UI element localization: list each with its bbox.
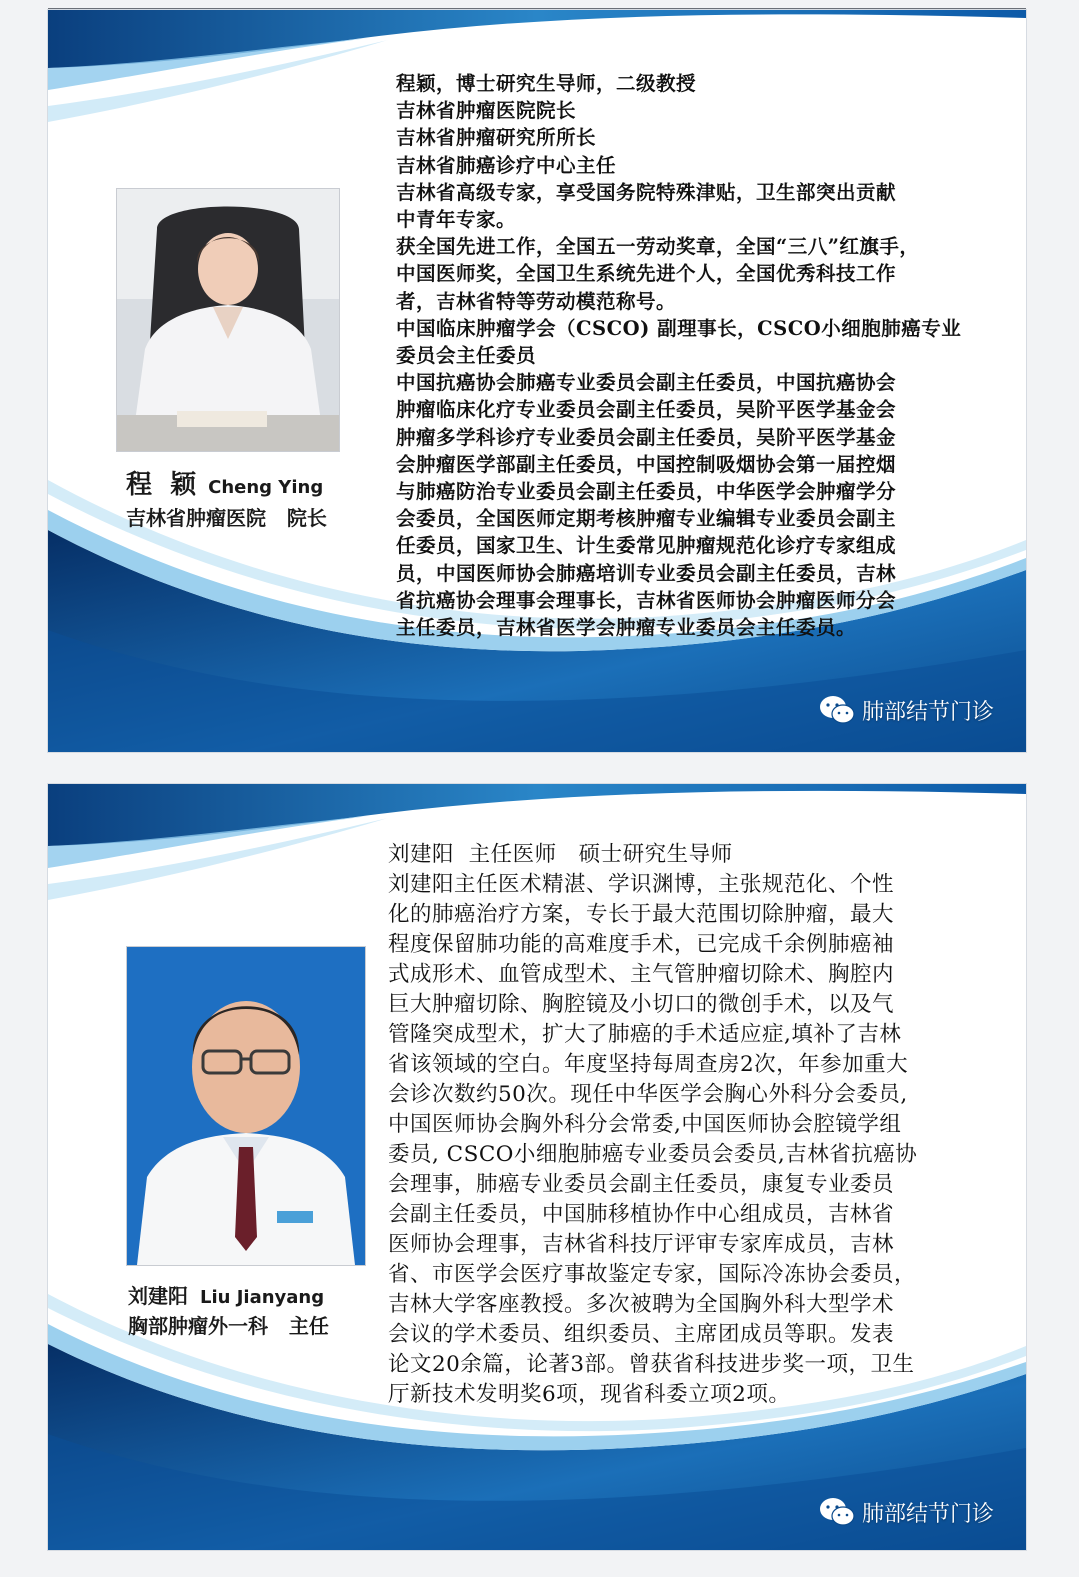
bio-line: 会诊次数约50次。现任中华医学会胸心外科分会委员,: [388, 1082, 908, 1107]
bio-line: 会委员，全国医师定期考核肿瘤专业编辑专业委员会副主: [396, 507, 897, 531]
profile-caption: [128, 1282, 329, 1340]
bio-line: 刘建阳 主任医师 硕士研究生导师: [388, 842, 733, 867]
bio-line: 管隆突成型术，扩大了肺癌的手术适应症,填补了吉林: [388, 1022, 902, 1047]
bio-line: 任委员，国家卫生、计生委常见肿瘤规范化诊疗专家组成: [396, 534, 897, 558]
bio-line: 中国临床肿瘤学会（CSCO) 副理事长，CSCO小细胞肺癌专业: [396, 316, 962, 340]
bio-line: 吉林省肿瘤研究所所长: [396, 126, 597, 150]
bio-line: 肿瘤临床化疗专业委员会副主任委员，吴阶平医学基金会: [396, 398, 897, 422]
watermark-text: 肺部结节门诊: [861, 1501, 994, 1527]
bio-line: 医师协会理事，吉林省科技厅评审专家库成员，吉林: [388, 1232, 895, 1257]
bio-text: [388, 840, 1008, 1410]
portrait-photo: [116, 188, 340, 452]
title-text: 胸部肿瘤外一科 主任: [128, 1314, 329, 1338]
profile-slide-cheng-ying: [48, 10, 1026, 752]
name-chinese: 程 颖: [126, 470, 197, 500]
bio-line: 吉林大学客座教授。多次被聘为全国胸外科大型学术: [388, 1292, 895, 1317]
bio-line: 会副主任委员，中国肺移植协作中心组成员，吉林省: [388, 1202, 895, 1227]
wechat-icon: [818, 1496, 856, 1528]
bio-line: 吉林省肿瘤医院院长: [396, 99, 577, 123]
bio-line: 巨大肿瘤切除、胸腔镜及小切口的微创手术，以及气: [388, 992, 895, 1017]
bio-line: 程颖，博士研究生导师，二级教授: [396, 72, 697, 95]
bio-line: 吉林省肺癌诊疗中心主任: [396, 153, 617, 177]
portrait-photo: [126, 946, 366, 1266]
bio-line: 委员会主任委员: [396, 344, 537, 368]
bio-line: 主任委员，吉林省医学会肿瘤专业委员会主任委员。: [396, 616, 857, 640]
bio-line: 会议的学术委员、组织委员、主席团成员等职。发表: [388, 1322, 895, 1347]
bio-line: 省该领域的空白。年度坚持每周查房2次，年参加重大: [388, 1052, 909, 1077]
bio-line: 与肺癌防治专业委员会副主任委员，中华医学会肿瘤学分: [396, 480, 897, 504]
bio-line: 刘建阳主任医术精湛、学识渊博，主张规范化、个性: [388, 872, 895, 897]
bio-line: 获全国先进工作，全国五一劳动奖章，全国“三八”红旗手，: [396, 235, 920, 259]
bio-line: 员，中国医师协会肺癌培训专业委员会副主任委员，吉林: [396, 561, 897, 585]
bio-line: 吉林省高级专家，享受国务院特殊津贴，卫生部突出贡献: [396, 180, 897, 204]
name-chinese: 刘建阳: [128, 1284, 188, 1308]
bio-line: 会理事，肺癌专业委员会副主任委员，康复专业委员: [388, 1172, 895, 1197]
wechat-icon: [818, 694, 856, 726]
title-text: 吉林省肿瘤医院 院长: [126, 506, 327, 530]
watermark-text: 肺部结节门诊: [861, 699, 994, 725]
bio-line: 中青年专家。: [396, 208, 517, 232]
bio-line: 论文20余篇，论著3部。曾获省科技进步奖一项，卫生: [388, 1352, 915, 1377]
watermark: [818, 1496, 994, 1528]
bio-line: 厅新技术发明奖6项，现省科委立项2项。: [388, 1382, 791, 1407]
bio-line: 委员, CSCO小细胞肺癌专业委员会委员,吉林省抗癌协: [388, 1142, 918, 1167]
bio-line: 者，吉林省特等劳动模范称号。: [396, 289, 677, 313]
bio-line: 会肿瘤医学部副主任委员，中国控制吸烟协会第一届控烟: [396, 452, 897, 476]
watermark: [818, 694, 994, 726]
name-english: Liu Jianyang: [200, 1287, 325, 1308]
bio-line: 省抗癌协会理事会理事长，吉林省医师协会肿瘤医师分会: [396, 588, 897, 612]
profile-slide-liu-jianyang: [48, 784, 1026, 1550]
name-english: Cheng Ying: [208, 477, 324, 498]
profile-caption: [126, 470, 327, 533]
bio-line: 化的肺癌治疗方案，专长于最大范围切除肿瘤，最大: [388, 902, 895, 927]
bio-line: 中国医师奖，全国卫生系统先进个人，全国优秀科技工作: [396, 262, 897, 286]
bio-line: 中国医师协会胸外科分会常委,中国医师协会腔镜学组: [388, 1112, 902, 1137]
bio-line: 省、市医学会医疗事故鉴定专家，国际冷冻协会委员，: [388, 1262, 917, 1287]
bio-line: 中国抗癌协会肺癌专业委员会副主任委员，中国抗癌协会: [396, 371, 897, 395]
bio-line: 肿瘤多学科诊疗专业委员会副主任委员，吴阶平医学基金: [396, 425, 897, 449]
bio-line: 式成形术、血管成型术、主气管肿瘤切除术、胸腔内: [388, 962, 895, 987]
bio-line: 程度保留肺功能的高难度手术，已完成千余例肺癌袖: [388, 932, 895, 957]
bio-text: [396, 70, 996, 641]
